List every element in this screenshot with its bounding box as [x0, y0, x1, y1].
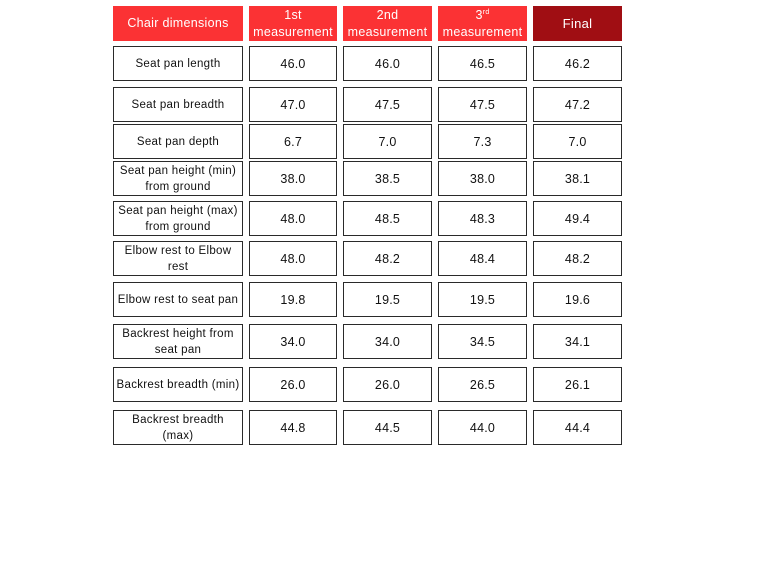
- row-label-text: Seat pan breadth: [131, 98, 225, 111]
- header-3rd-measurement: [438, 6, 527, 41]
- row-label-text: Backrest height from seat pan: [122, 327, 234, 356]
- cell-value: 7.0: [378, 134, 397, 149]
- table-cell-m3: [438, 324, 527, 359]
- header-2nd-line2: measurement: [347, 24, 428, 39]
- cell-value: 19.5: [469, 292, 496, 307]
- cell-value: 46.2: [564, 56, 591, 71]
- cell-value: 49.4: [564, 211, 591, 226]
- table-cell-m1: [249, 161, 337, 196]
- row-label-text: Seat pan length: [135, 57, 221, 70]
- table-cell-m2: [343, 124, 432, 159]
- table-cell-m3: [438, 282, 527, 317]
- row-label-text: Seat pan height (max) from ground: [118, 204, 238, 233]
- table-cell-final: [533, 410, 622, 445]
- cell-value: 38.5: [374, 171, 401, 186]
- header-2nd-measurement: [343, 6, 432, 41]
- row-label: [113, 87, 243, 122]
- table-cell-m3: [438, 241, 527, 276]
- cell-value: 44.0: [469, 420, 496, 435]
- row-label-text: Seat pan height (min) from ground: [119, 164, 237, 193]
- table-cell-m2: [343, 241, 432, 276]
- table-cell-m2: [343, 87, 432, 122]
- row-label: [113, 324, 243, 359]
- table-cell-final: [533, 282, 622, 317]
- cell-value: 38.1: [564, 171, 591, 186]
- table-cell-m1: [249, 410, 337, 445]
- header-1st-measurement: [249, 6, 337, 41]
- table-cell-m1: [249, 282, 337, 317]
- header-1st-line2: measurement: [253, 24, 333, 39]
- table-cell-m3: [438, 87, 527, 122]
- table-cell-m3: [438, 124, 527, 159]
- row-label-text: Seat pan depth: [136, 135, 220, 148]
- cell-value: 47.5: [374, 97, 401, 112]
- cell-value: 48.4: [469, 251, 496, 266]
- table-cell-m3: [438, 367, 527, 402]
- cell-value: 26.5: [469, 377, 496, 392]
- cell-value: 38.0: [280, 171, 306, 186]
- cell-value: 26.0: [280, 377, 306, 392]
- table-cell-final: [533, 46, 622, 81]
- cell-value: 47.2: [564, 97, 591, 112]
- table-cell-m1: [249, 367, 337, 402]
- row-label: [113, 410, 243, 445]
- cell-value: 46.0: [280, 56, 306, 71]
- cell-value: 34.5: [469, 334, 496, 349]
- table-cell-m2: [343, 410, 432, 445]
- table-cell-m1: [249, 87, 337, 122]
- table-cell-final: [533, 124, 622, 159]
- table-cell-m2: [343, 282, 432, 317]
- cell-value: 44.4: [564, 420, 591, 435]
- table-cell-m1: [249, 46, 337, 81]
- table-cell-m2: [343, 367, 432, 402]
- table-cell-m2: [343, 324, 432, 359]
- cell-value: 7.0: [568, 134, 587, 149]
- cell-value: 48.2: [564, 251, 591, 266]
- table-cell-final: [533, 241, 622, 276]
- cell-value: 44.8: [280, 420, 306, 435]
- cell-value: 47.0: [280, 97, 306, 112]
- row-label-text: Backrest breadth (min): [116, 378, 240, 391]
- table-cell-m1: [249, 324, 337, 359]
- cell-value: 38.0: [469, 171, 496, 186]
- cell-value: 46.5: [469, 56, 496, 71]
- cell-value: 26.0: [374, 377, 401, 392]
- cell-value: 34.0: [280, 334, 306, 349]
- cell-value: 19.6: [564, 292, 591, 307]
- table-cell-final: [533, 87, 622, 122]
- row-label: [113, 201, 243, 236]
- cell-value: 48.2: [374, 251, 401, 266]
- header-chair-dimensions: [113, 6, 243, 41]
- table-cell-final: [533, 201, 622, 236]
- cell-value: 48.0: [280, 211, 306, 226]
- row-label: [113, 367, 243, 402]
- cell-value: 34.0: [374, 334, 401, 349]
- cell-value: 19.8: [280, 292, 306, 307]
- header-3rd-line2: measurement: [442, 24, 523, 39]
- row-label: [113, 241, 243, 276]
- header-3rd-line1: [475, 7, 489, 24]
- header-final: [533, 6, 622, 41]
- row-label: [113, 46, 243, 81]
- cell-value: 6.7: [284, 134, 302, 149]
- cell-value: 47.5: [469, 97, 496, 112]
- table-cell-m2: [343, 46, 432, 81]
- table-cell-m3: [438, 410, 527, 445]
- row-label: [113, 282, 243, 317]
- header-final-text: Final: [562, 16, 593, 31]
- cell-value: 48.3: [469, 211, 496, 226]
- table-cell-m3: [438, 46, 527, 81]
- cell-value: 46.0: [374, 56, 401, 71]
- header-1st-line1: 1st: [284, 7, 302, 22]
- cell-value: 7.3: [473, 134, 492, 149]
- table-cell-final: [533, 161, 622, 196]
- row-label: [113, 161, 243, 196]
- cell-value: 26.1: [564, 377, 591, 392]
- table-cell-m3: [438, 161, 527, 196]
- header-2nd-line1: 2nd: [376, 7, 399, 22]
- row-label: [113, 124, 243, 159]
- header-3rd-base: 3: [475, 7, 483, 22]
- header-chair-dimensions-text: Chair dimensions: [127, 16, 229, 30]
- row-label-text: Elbow rest to Elbow rest: [124, 244, 232, 273]
- table-cell-final: [533, 324, 622, 359]
- table-cell-m2: [343, 201, 432, 236]
- header-3rd-sup: rd: [482, 8, 490, 16]
- cell-value: 48.0: [280, 251, 306, 266]
- cell-value: 48.5: [374, 211, 401, 226]
- table-cell-m2: [343, 161, 432, 196]
- cell-value: 19.5: [374, 292, 401, 307]
- row-label-text: Backrest breadth (max): [132, 413, 224, 442]
- table-cell-final: [533, 367, 622, 402]
- table-cell-m1: [249, 201, 337, 236]
- cell-value: 34.1: [564, 334, 591, 349]
- table-cell-m3: [438, 201, 527, 236]
- table-cell-m1: [249, 124, 337, 159]
- row-label-text: Elbow rest to seat pan: [117, 293, 239, 306]
- cell-value: 44.5: [374, 420, 401, 435]
- table-cell-m1: [249, 241, 337, 276]
